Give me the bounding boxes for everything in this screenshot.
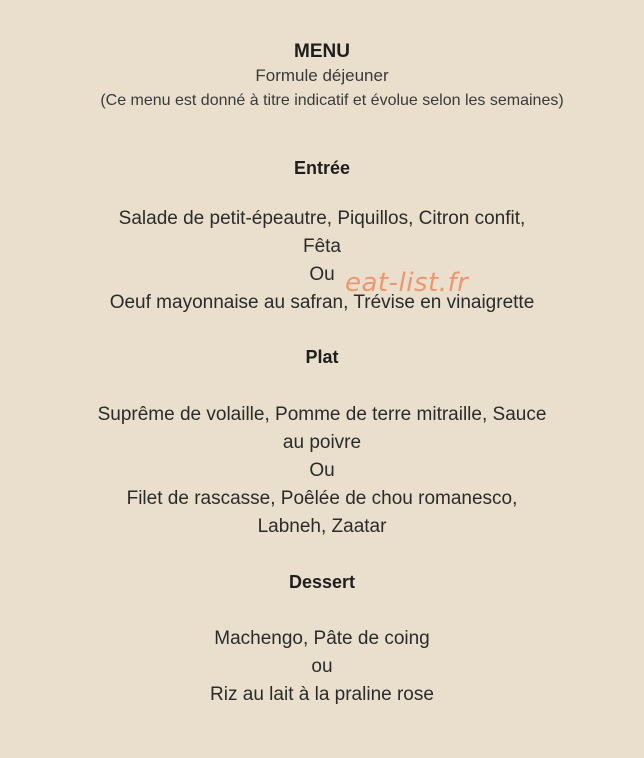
dish-separator: Ou	[309, 460, 335, 481]
dish-line: Fêta	[302, 236, 342, 257]
dish-line: Labneh, Zaatar	[257, 516, 387, 537]
dish-line: Machengo, Pâte de coing	[214, 628, 430, 649]
section-title-dessert: Dessert	[288, 572, 356, 592]
menu-note: (Ce menu est donné à titre indicatif et évolue selon les semaines)	[100, 92, 564, 109]
dish-line: Salade de petit-épeautre, Piquillos, Citron confit,	[118, 208, 526, 229]
dish-line: Oeuf mayonnaise au safran, Trévise en vinaigrette	[109, 292, 535, 313]
section-title-plat: Plat	[305, 347, 339, 367]
dish-separator: Ou	[309, 264, 335, 285]
dish-line: au poivre	[282, 432, 362, 453]
section-entree-dishes	[72, 205, 572, 317]
menu-title: MENU	[294, 41, 350, 62]
dish-line: Suprême de volaille, Pomme de terre mitraille, Sauce	[97, 404, 547, 425]
menu-subtitle: Formule déjeuner	[255, 66, 389, 85]
section-plat-dishes	[72, 401, 572, 541]
dish-line: Filet de rascasse, Poêlée de chou romanesco,	[126, 488, 518, 509]
section-dessert-dishes	[72, 625, 572, 709]
dish-line: Riz au lait à la praline rose	[210, 684, 434, 705]
watermark-text: eat-list.fr	[345, 268, 469, 298]
dish-separator: ou	[311, 656, 333, 677]
section-title-entree: Entrée	[293, 158, 351, 178]
